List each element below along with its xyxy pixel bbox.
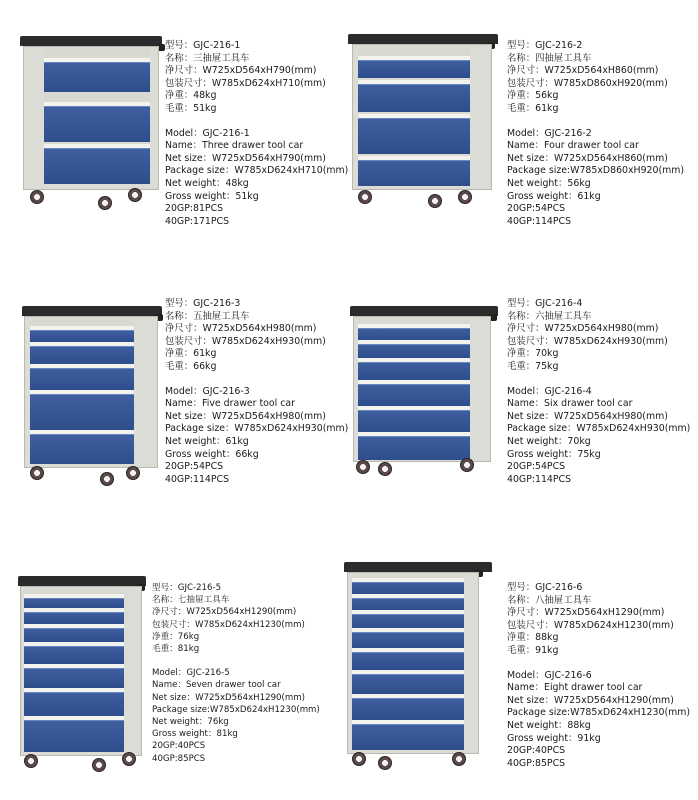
cn-name: 名称：六抽屉工具车	[507, 310, 592, 322]
cabinet-image-eight-drawer	[344, 562, 492, 772]
cn-name: 名称：七抽屉工具车	[152, 595, 230, 606]
en-net-weight: Net weight：61kg	[165, 435, 249, 447]
en-net-weight: Net weight：70kg	[507, 435, 591, 447]
en-model: Model：GJC-216-3	[165, 385, 250, 397]
container-20gp: 20GP:40PCS	[152, 741, 206, 752]
cabinet-image-seven-drawer	[18, 576, 146, 772]
en-package-size: Package size:W785xD860xH920(mm)	[507, 165, 685, 177]
en-net-size: Net size：W725xD564xH980(mm)	[165, 410, 326, 422]
en-package-size: Package size：W785xD624xH930(mm)	[165, 423, 349, 435]
container-40gp: 40GP:171PCS	[165, 215, 230, 227]
container-40gp: 40GP:114PCS	[507, 473, 572, 485]
en-package-size: Package size:W785xD624xH1230(mm)	[152, 704, 320, 715]
cn-net-weight: 净重：70kg	[507, 348, 559, 360]
cn-name: 名称：五抽屉工具车	[165, 310, 250, 322]
en-net-size: Net size：W725xD564xH980(mm)	[507, 410, 668, 422]
cn-net-size: 净尺寸：W725xD564xH1290(mm)	[152, 607, 297, 618]
en-net-size: Net size：W725xD564xH1290(mm)	[507, 694, 674, 706]
en-model: Model：GJC-216-4	[507, 385, 592, 397]
cn-net-weight: 净重：56kg	[507, 90, 559, 102]
cabinet-image-five-drawer	[22, 306, 162, 486]
container-40gp: 40GP:85PCS	[152, 753, 206, 764]
specs-block	[165, 40, 348, 228]
cn-package-size: 包装尺寸：W785xD624xH710(mm)	[165, 77, 326, 89]
en-net-weight: Net weight：88kg	[507, 719, 591, 731]
en-gross-weight: Gross weight：61kg	[507, 190, 601, 202]
cabinet-image-four-drawer	[348, 34, 498, 212]
cn-net-size: 净尺寸：W725xD564xH860(mm)	[507, 65, 659, 77]
en-name: Name：Four drawer tool car	[507, 140, 639, 152]
en-package-size: Package size：W785xD624xH930(mm)	[507, 423, 691, 435]
en-net-weight: Net weight：76kg	[152, 717, 229, 728]
cn-gross-weight: 毛重：81kg	[152, 644, 200, 655]
en-model: Model：GJC-216-2	[507, 127, 592, 139]
cn-net-size: 净尺寸：W725xD564xH1290(mm)	[507, 607, 665, 619]
container-40gp: 40GP:114PCS	[165, 473, 230, 485]
cn-gross-weight: 毛重：51kg	[165, 102, 217, 114]
cn-net-size: 净尺寸：W725xD564xH980(mm)	[507, 323, 659, 335]
cn-gross-weight: 毛重：66kg	[165, 360, 217, 372]
en-package-size: Package size:W785xD624xH1230(mm)	[507, 707, 691, 719]
cn-model: 型号：GJC-216-2	[507, 40, 583, 51]
en-name: Name：Eight drawer tool car	[507, 682, 643, 694]
en-package-size: Package size：W785xD624xH710(mm)	[165, 165, 349, 177]
container-20gp: 20GP:81PCS	[165, 203, 224, 215]
en-net-size: Net size：W725xD564xH790(mm)	[165, 152, 326, 164]
cn-model: 型号：GJC-216-6	[507, 582, 583, 593]
cn-net-size: 净尺寸：W725xD564xH790(mm)	[165, 65, 317, 77]
cn-model: 型号：GJC-216-1	[165, 40, 241, 51]
en-gross-weight: Gross weight：81kg	[152, 729, 238, 740]
cn-model: 型号：GJC-216-5	[152, 583, 222, 593]
en-net-size: Net size：W725xD564xH860(mm)	[507, 152, 668, 164]
specs-block	[507, 582, 690, 770]
cn-package-size: 包装尺寸：W785xD624xH1230(mm)	[152, 619, 305, 630]
cn-package-size: 包装尺寸：W785xD624xH1230(mm)	[507, 619, 674, 631]
en-name: Name：Five drawer tool car	[165, 398, 295, 410]
cn-model: 型号：GJC-216-3	[165, 298, 241, 309]
cn-name: 名称：四抽屉工具车	[507, 52, 592, 64]
cabinet-image-six-drawer	[350, 306, 498, 482]
cn-name: 名称：三抽屉工具车	[165, 52, 250, 64]
cn-net-weight: 净重：76kg	[152, 631, 200, 642]
en-model: Model：GJC-216-6	[507, 669, 592, 681]
cn-package-size: 包装尺寸：W785xD624xH930(mm)	[165, 335, 326, 347]
cn-gross-weight: 毛重：91kg	[507, 644, 559, 656]
en-gross-weight: Gross weight：91kg	[507, 732, 601, 744]
cn-net-weight: 净重：88kg	[507, 632, 559, 644]
cn-gross-weight: 毛重：61kg	[507, 102, 559, 114]
cn-name: 名称：八抽屉工具车	[507, 594, 592, 606]
en-gross-weight: Gross weight：51kg	[165, 190, 259, 202]
en-name: Name：Seven drawer tool car	[152, 680, 281, 691]
cn-package-size: 包装尺寸：W785xD624xH930(mm)	[507, 335, 668, 347]
container-20gp: 20GP:40PCS	[507, 745, 566, 757]
en-net-weight: Net weight：48kg	[165, 177, 249, 189]
en-model: Model：GJC-216-5	[152, 668, 230, 679]
cn-package-size: 包装尺寸：W785xD860xH920(mm)	[507, 77, 668, 89]
specs-block	[152, 582, 320, 765]
cn-gross-weight: 毛重：75kg	[507, 360, 559, 372]
container-40gp: 40GP:85PCS	[507, 757, 566, 769]
en-name: Name：Six drawer tool car	[507, 398, 633, 410]
en-net-size: Net size：W725xD564xH1290(mm)	[152, 692, 305, 703]
container-20gp: 20GP:54PCS	[507, 203, 566, 215]
container-20gp: 20GP:54PCS	[165, 461, 224, 473]
specs-block	[165, 298, 348, 486]
en-name: Name：Three drawer tool car	[165, 140, 304, 152]
en-model: Model：GJC-216-1	[165, 127, 250, 139]
specs-block	[507, 298, 690, 486]
en-gross-weight: Gross weight：66kg	[165, 448, 259, 460]
cabinet-image-three-drawer	[20, 36, 162, 211]
container-40gp: 40GP:114PCS	[507, 215, 572, 227]
en-gross-weight: Gross weight：75kg	[507, 448, 601, 460]
en-net-weight: Net weight：56kg	[507, 177, 591, 189]
cn-net-weight: 净重：61kg	[165, 348, 217, 360]
cn-net-weight: 净重：48kg	[165, 90, 217, 102]
cn-net-size: 净尺寸：W725xD564xH980(mm)	[165, 323, 317, 335]
specs-block	[507, 40, 684, 228]
container-20gp: 20GP:54PCS	[507, 461, 566, 473]
cn-model: 型号：GJC-216-4	[507, 298, 583, 309]
